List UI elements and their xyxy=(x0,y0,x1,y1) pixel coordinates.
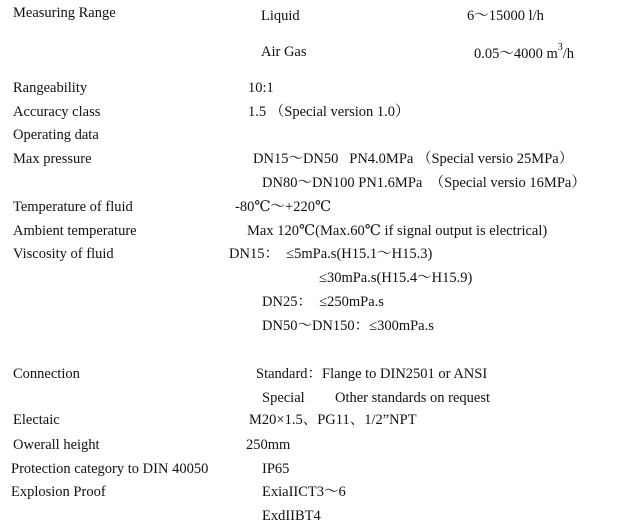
gas-value-suffix: /h xyxy=(562,46,575,62)
gas-value-sup: 3 xyxy=(557,42,563,53)
max-pressure-label: Max pressure xyxy=(13,151,92,167)
viscosity-value-3: DN25： ≤250mPa.s xyxy=(262,294,384,310)
accuracy-value: 1.5 （Special version 1.0） xyxy=(248,104,410,120)
rangeability-value: 10:1 xyxy=(248,80,274,96)
connection-label: Connection xyxy=(13,366,80,382)
viscosity-value-1: DN15： ≤5mPa.s(H15.1～H15.3) xyxy=(229,246,433,262)
viscosity-value-4: DN50～DN150：≤300mPa.s xyxy=(262,318,434,334)
height-label: Owerall height xyxy=(13,437,100,453)
temp-fluid-value: -80℃～+220℃ xyxy=(235,199,332,215)
explosion-value-1: ExiaIICT3～6 xyxy=(262,484,346,500)
rangeability-label: Rangeability xyxy=(13,80,88,96)
ambient-label: Ambient temperature xyxy=(13,223,137,239)
gas-label: Air Gas xyxy=(261,44,307,60)
height-value: 250mm xyxy=(246,437,291,453)
operating-label: Operating data xyxy=(13,127,99,143)
temp-fluid-label: Temperature of fluid xyxy=(13,199,133,215)
protection-value: IP65 xyxy=(262,461,290,477)
gas-value-prefix: 0.05～4000 m xyxy=(474,46,558,62)
electaic-label: Electaic xyxy=(13,412,60,428)
gas-value xyxy=(474,42,575,63)
ambient-value: Max 120℃(Max.60℃ if signal output is electrical) xyxy=(247,223,548,239)
explosion-value-2: ExdIIBT4 xyxy=(262,508,321,524)
max-pressure-value-2: DN80～DN100 PN1.6MPa （Special versio 16MPa） xyxy=(262,175,586,191)
connection-value-1: Standard：Flange to DIN2501 or ANSI xyxy=(256,366,488,382)
liquid-label: Liquid xyxy=(261,8,300,24)
max-pressure-value-1: DN15～DN50 PN4.0MPa （Special versio 25MPa） xyxy=(253,151,574,167)
electaic-value: M20×1.5、PG11、1/2”NPT xyxy=(249,412,417,428)
explosion-label: Explosion Proof xyxy=(11,484,106,500)
accuracy-label: Accuracy class xyxy=(13,104,101,120)
protection-label: Protection category to DIN 40050 xyxy=(11,461,209,477)
viscosity-value-2: ≤30mPa.s(H15.4～H15.9) xyxy=(319,270,473,286)
connection-special-label: Special xyxy=(262,390,305,406)
liquid-value: 6～15000 l/h xyxy=(467,8,544,24)
measuring-range-label: Measuring Range xyxy=(13,5,116,21)
viscosity-label: Viscosity of fluid xyxy=(13,246,114,262)
connection-special-value: Other standards on request xyxy=(335,390,491,406)
